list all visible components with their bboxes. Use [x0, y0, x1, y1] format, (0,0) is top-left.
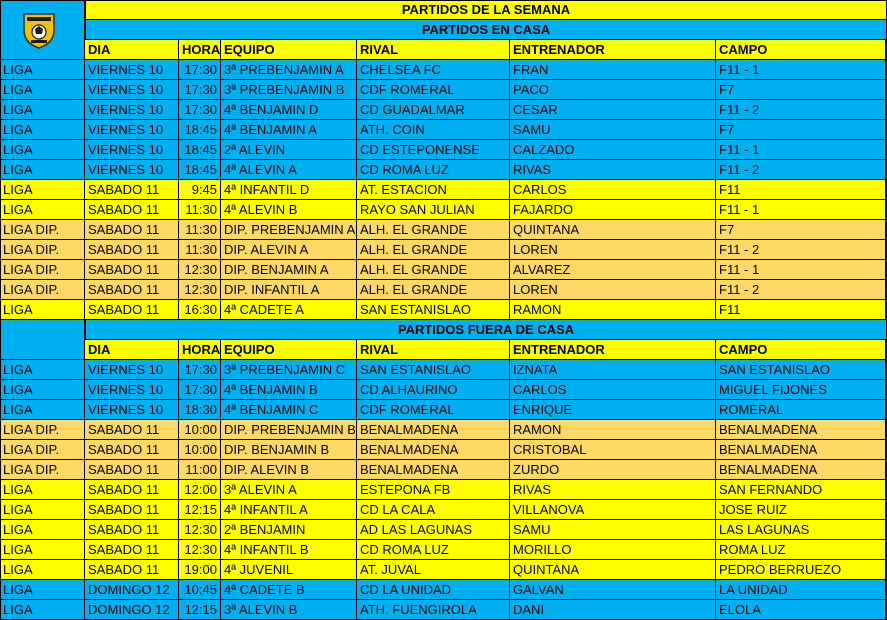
day-cell: SABADO 11: [85, 520, 179, 539]
rival-cell: SAN ESTANISLAO: [357, 360, 510, 379]
competition-cell: LIGA: [0, 140, 85, 159]
field-cell: F7: [716, 220, 886, 239]
field-cell: F7: [716, 80, 886, 99]
header-dia: DIA: [85, 40, 179, 60]
day-cell: DOMINGO 12: [85, 580, 179, 599]
competition-cell: LIGA: [0, 540, 85, 559]
rival-cell: CD ROMA LUZ: [357, 160, 510, 179]
table-row: [0, 480, 886, 500]
coach-cell: ZURDO: [510, 460, 716, 479]
field-cell: BENALMADENA: [716, 420, 886, 439]
coach-cell: RAMON: [510, 300, 716, 319]
table-row: [0, 540, 886, 560]
day-cell: SABADO 11: [85, 560, 179, 579]
table-row: [0, 100, 886, 120]
day-cell: VIERNES 10: [85, 100, 179, 119]
day-cell: VIERNES 10: [85, 400, 179, 419]
team-cell: DIP. ALEVIN B: [221, 460, 357, 479]
time-cell: 16:30: [179, 300, 221, 319]
time-cell: 9:45: [179, 180, 221, 199]
rival-cell: AT. ESTACION: [357, 180, 510, 199]
coach-cell: DANI: [510, 600, 716, 619]
competition-cell: LIGA DIP.: [0, 220, 85, 239]
coach-cell: CALZADO: [510, 140, 716, 159]
header-rival: RIVAL: [357, 340, 510, 360]
field-cell: MIGUEL FIJONES: [716, 380, 886, 399]
time-cell: 12:30: [179, 540, 221, 559]
team-cell: DIP. PREBENJAMIN B: [221, 420, 357, 439]
rival-cell: RAYO SAN JULIAN: [357, 200, 510, 219]
rival-cell: CDF ROMERAL: [357, 80, 510, 99]
competition-cell: LIGA: [0, 120, 85, 139]
team-cell: 2ª ALEVIN: [221, 140, 357, 159]
header-campo: CAMPO: [716, 40, 886, 60]
field-cell: SAN ESTANISLAO: [716, 360, 886, 379]
rival-cell: CD LA UNIDAD: [357, 580, 510, 599]
field-cell: F11: [716, 180, 886, 199]
header-entrenador: ENTRENADOR: [510, 340, 716, 360]
coach-cell: RAMON: [510, 420, 716, 439]
field-cell: F11 - 1: [716, 140, 886, 159]
header-dia: DIA: [85, 340, 179, 360]
team-cell: 3ª ALEVIN A: [221, 480, 357, 499]
field-cell: F11 - 2: [716, 160, 886, 179]
time-cell: 12:30: [179, 280, 221, 299]
rival-cell: SAN ESTANISLAO: [357, 300, 510, 319]
coach-cell: MORILLO: [510, 540, 716, 559]
table-row: [0, 280, 886, 300]
coach-cell: QUINTANA: [510, 560, 716, 579]
field-cell: JOSE RUIZ: [716, 500, 886, 519]
team-cell: 3ª ALEVIN B: [221, 600, 357, 619]
rival-cell: AD LAS LAGUNAS: [357, 520, 510, 539]
time-cell: 12:30: [179, 260, 221, 279]
team-cell: 4ª BENJAMIN B: [221, 380, 357, 399]
field-cell: BENALMADENA: [716, 460, 886, 479]
header-entrenador: ENTRENADOR: [510, 40, 716, 60]
field-cell: SAN FERNANDO: [716, 480, 886, 499]
competition-cell: LIGA DIP.: [0, 280, 85, 299]
competition-cell: LIGA: [0, 360, 85, 379]
field-cell: F11: [716, 300, 886, 319]
away-header-row: [0, 340, 886, 360]
day-cell: SABADO 11: [85, 240, 179, 259]
rival-cell: CD LA CALA: [357, 500, 510, 519]
team-cell: DIP. PREBENJAMIN A: [221, 220, 357, 239]
team-cell: 2ª BENJAMIN: [221, 520, 357, 539]
day-cell: VIERNES 10: [85, 380, 179, 399]
table-row: [0, 200, 886, 220]
field-cell: ROMA LUZ: [716, 540, 886, 559]
time-cell: 10:45: [179, 580, 221, 599]
table-row: [0, 560, 886, 580]
time-cell: 11:30: [179, 240, 221, 259]
competition-cell: LIGA: [0, 400, 85, 419]
table-row: [0, 60, 886, 80]
time-cell: 11:30: [179, 200, 221, 219]
competition-cell: LIGA: [0, 580, 85, 599]
rival-cell: CD ESTEPONENSE: [357, 140, 510, 159]
field-cell: LAS LAGUNAS: [716, 520, 886, 539]
rival-cell: BENALMADENA: [357, 460, 510, 479]
time-cell: 18:30: [179, 400, 221, 419]
time-cell: 17:30: [179, 380, 221, 399]
rival-cell: BENALMADENA: [357, 420, 510, 439]
coach-cell: SAMU: [510, 520, 716, 539]
time-cell: 11:00: [179, 460, 221, 479]
table-row: [0, 420, 886, 440]
team-cell: 4ª CADETE B: [221, 580, 357, 599]
table-row: [0, 120, 886, 140]
field-cell: F7: [716, 120, 886, 139]
team-cell: DIP. INFANTIL A: [221, 280, 357, 299]
table-row: [0, 400, 886, 420]
field-cell: F11 - 2: [716, 240, 886, 259]
team-cell: 4ª INFANTIL D: [221, 180, 357, 199]
coach-cell: FAJARDO: [510, 200, 716, 219]
team-cell: 4ª INFANTIL A: [221, 500, 357, 519]
table-row: [0, 80, 886, 100]
coach-cell: IZNATA: [510, 360, 716, 379]
time-cell: 12:00: [179, 480, 221, 499]
rival-cell: ALH. EL GRANDE: [357, 220, 510, 239]
coach-cell: CESAR: [510, 100, 716, 119]
coach-cell: CARLOS: [510, 380, 716, 399]
table-row: [0, 600, 886, 620]
competition-cell: LIGA: [0, 520, 85, 539]
field-cell: PEDRO BERRUEZO: [716, 560, 886, 579]
coach-cell: FRAN: [510, 60, 716, 79]
coach-cell: QUINTANA: [510, 220, 716, 239]
rival-cell: ATH. FUENGIROLA: [357, 600, 510, 619]
day-cell: VIERNES 10: [85, 60, 179, 79]
field-cell: F11 - 1: [716, 260, 886, 279]
table-row: [0, 380, 886, 400]
day-cell: VIERNES 10: [85, 80, 179, 99]
table-row: [0, 140, 886, 160]
table-row: [0, 520, 886, 540]
header-hora: HORA: [179, 40, 221, 60]
competition-cell: LIGA DIP.: [0, 240, 85, 259]
team-cell: 3ª PREBENJAMIN B: [221, 80, 357, 99]
day-cell: SABADO 11: [85, 220, 179, 239]
rival-cell: ESTEPONA FB: [357, 480, 510, 499]
page-title: PARTIDOS DE LA SEMANA: [85, 0, 886, 20]
header-campo: CAMPO: [716, 340, 886, 360]
table-row: [0, 240, 886, 260]
time-cell: 18:45: [179, 140, 221, 159]
team-cell: DIP. BENJAMIN B: [221, 440, 357, 459]
competition-cell: LIGA: [0, 500, 85, 519]
table-row: [0, 220, 886, 240]
day-cell: SABADO 11: [85, 540, 179, 559]
day-cell: SABADO 11: [85, 180, 179, 199]
day-cell: VIERNES 10: [85, 140, 179, 159]
time-cell: 12:15: [179, 500, 221, 519]
coach-cell: RIVAS: [510, 480, 716, 499]
competition-cell: LIGA: [0, 380, 85, 399]
table-row: [0, 500, 886, 520]
day-cell: SABADO 11: [85, 480, 179, 499]
field-cell: F11 - 1: [716, 200, 886, 219]
team-cell: DIP. BENJAMIN A: [221, 260, 357, 279]
team-cell: 4ª ALEVIN B: [221, 200, 357, 219]
rival-cell: CD GUADALMAR: [357, 100, 510, 119]
team-cell: 4ª INFANTIL B: [221, 540, 357, 559]
field-cell: F11 - 2: [716, 100, 886, 119]
competition-cell: LIGA: [0, 160, 85, 179]
coach-cell: ENRIQUE: [510, 400, 716, 419]
time-cell: 18:45: [179, 160, 221, 179]
coach-cell: GALVAN: [510, 580, 716, 599]
rival-cell: ALH. EL GRANDE: [357, 280, 510, 299]
field-cell: F11 - 1: [716, 60, 886, 79]
day-cell: SABADO 11: [85, 460, 179, 479]
time-cell: 10:00: [179, 440, 221, 459]
table-row: [0, 440, 886, 460]
competition-cell: LIGA: [0, 480, 85, 499]
home-header-row: [0, 40, 886, 60]
competition-cell: LIGA: [0, 600, 85, 619]
day-cell: VIERNES 10: [85, 360, 179, 379]
team-cell: DIP. ALEVIN A: [221, 240, 357, 259]
day-cell: SABADO 11: [85, 420, 179, 439]
competition-cell: LIGA: [0, 180, 85, 199]
header-hora: HORA: [179, 340, 221, 360]
coach-cell: ALVAREZ: [510, 260, 716, 279]
competition-cell: LIGA DIP.: [0, 460, 85, 479]
day-cell: VIERNES 10: [85, 120, 179, 139]
team-cell: 4ª ALEVIN A: [221, 160, 357, 179]
coach-cell: LOREN: [510, 280, 716, 299]
team-cell: 4ª BENJAMIN A: [221, 120, 357, 139]
coach-cell: VILLANOVA: [510, 500, 716, 519]
coach-cell: RIVAS: [510, 160, 716, 179]
coach-cell: PACO: [510, 80, 716, 99]
day-cell: SABADO 11: [85, 300, 179, 319]
header-equipo: EQUIPO: [221, 340, 357, 360]
day-cell: SABADO 11: [85, 440, 179, 459]
time-cell: 18:45: [179, 120, 221, 139]
coach-cell: CRISTOBAL: [510, 440, 716, 459]
time-cell: 10:00: [179, 420, 221, 439]
coach-cell: SAMU: [510, 120, 716, 139]
time-cell: 12:15: [179, 600, 221, 619]
time-cell: 11:30: [179, 220, 221, 239]
time-cell: 19:00: [179, 560, 221, 579]
rival-cell: BENALMADENA: [357, 440, 510, 459]
team-cell: 4ª BENJAMIN C: [221, 400, 357, 419]
competition-cell: LIGA DIP.: [0, 260, 85, 279]
team-cell: 3ª PREBENJAMIN A: [221, 60, 357, 79]
time-cell: 17:30: [179, 80, 221, 99]
day-cell: SABADO 11: [85, 200, 179, 219]
day-cell: SABADO 11: [85, 500, 179, 519]
competition-cell: LIGA: [0, 560, 85, 579]
rival-cell: CDF ROMERAL: [357, 400, 510, 419]
competition-cell: LIGA DIP.: [0, 440, 85, 459]
team-cell: 4ª CADETE A: [221, 300, 357, 319]
team-cell: 3ª PREBENJAMIN C: [221, 360, 357, 379]
field-cell: F11 - 2: [716, 280, 886, 299]
table-row: [0, 300, 886, 320]
field-cell: ELOLA: [716, 600, 886, 619]
team-cell: 4ª BENJAMIN D: [221, 100, 357, 119]
competition-cell: LIGA: [0, 60, 85, 79]
rival-cell: ALH. EL GRANDE: [357, 240, 510, 259]
rival-cell: CD ROMA LUZ: [357, 540, 510, 559]
competition-cell: LIGA: [0, 80, 85, 99]
rival-cell: AT. JUVAL: [357, 560, 510, 579]
table-row: [0, 460, 886, 480]
day-cell: VIERNES 10: [85, 160, 179, 179]
rival-cell: CHELSEA FC: [357, 60, 510, 79]
time-cell: 17:30: [179, 100, 221, 119]
table-row: [0, 580, 886, 600]
field-cell: LA UNIDAD: [716, 580, 886, 599]
competition-cell: LIGA DIP.: [0, 420, 85, 439]
home-section-title: PARTIDOS EN CASA: [85, 20, 886, 40]
time-cell: 17:30: [179, 60, 221, 79]
time-cell: 12:30: [179, 520, 221, 539]
away-section-title: PARTIDOS FUERA DE CASA: [85, 320, 886, 340]
team-cell: 4ª JUVENIL: [221, 560, 357, 579]
day-cell: SABADO 11: [85, 280, 179, 299]
rival-cell: ATH. COIN: [357, 120, 510, 139]
rival-cell: ALH. EL GRANDE: [357, 260, 510, 279]
day-cell: SABADO 11: [85, 260, 179, 279]
competition-cell: LIGA: [0, 200, 85, 219]
time-cell: 17:30: [179, 360, 221, 379]
field-cell: ROMERAL: [716, 400, 886, 419]
header-equipo: EQUIPO: [221, 40, 357, 60]
table-row: [0, 260, 886, 280]
header-rival: RIVAL: [357, 40, 510, 60]
coach-cell: CARLOS: [510, 180, 716, 199]
competition-cell: LIGA: [0, 100, 85, 119]
table-row: [0, 360, 886, 380]
rival-cell: CD ALHAURINO: [357, 380, 510, 399]
competition-cell: LIGA: [0, 300, 85, 319]
table-row: [0, 180, 886, 200]
table-row: [0, 160, 886, 180]
coach-cell: LOREN: [510, 240, 716, 259]
day-cell: DOMINGO 12: [85, 600, 179, 619]
field-cell: BENALMADENA: [716, 440, 886, 459]
